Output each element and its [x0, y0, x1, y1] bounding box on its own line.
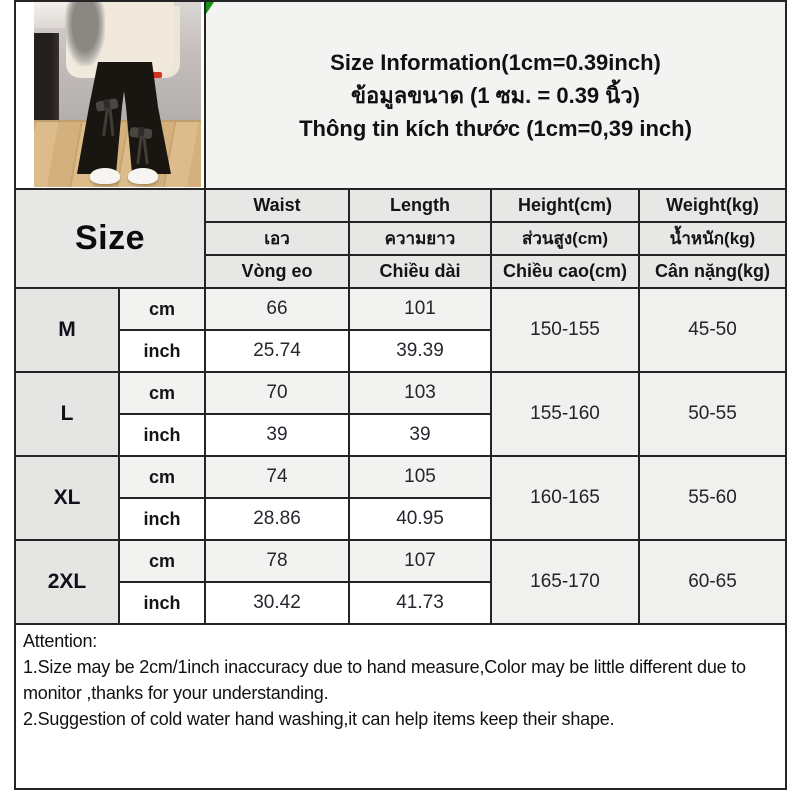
- col-header-length-vi: Chiều dài: [350, 256, 490, 287]
- l-weight-range: 50-55: [640, 373, 785, 455]
- size-chart-sheet: [14, 0, 787, 790]
- col-header-weight-en: Weight(kg): [640, 190, 785, 221]
- col-header-waist-th: เอว: [206, 223, 348, 254]
- col-header-weight-vi: Cân nặng(kg): [640, 256, 785, 287]
- 2xl-length-inch: 41.73: [350, 583, 490, 623]
- title-th: ข้อมูลขนาด (1 ซม. = 0.39 นิ้ว): [350, 82, 640, 108]
- l-length-cm: 103: [350, 373, 490, 413]
- m-waist-inch: 25.74: [206, 331, 348, 371]
- col-header-height-th: ส่วนสูง(cm): [492, 223, 638, 254]
- xl-length-cm: 105: [350, 457, 490, 497]
- attention-line-2: 2.Suggestion of cold water hand washing,it can help items keep their shape.: [23, 709, 615, 729]
- xl-length-inch: 40.95: [350, 499, 490, 539]
- m-weight-range: 45-50: [640, 289, 785, 371]
- white-shoe: [90, 168, 120, 184]
- unit-cm-label: cm: [120, 541, 204, 581]
- xl-height-range: 160-165: [492, 457, 638, 539]
- 2xl-weight-range: 60-65: [640, 541, 785, 623]
- m-length-cm: 101: [350, 289, 490, 329]
- 2xl-length-cm: 107: [350, 541, 490, 581]
- unit-inch-label: inch: [120, 499, 204, 539]
- col-header-height-vi: Chiều cao(cm): [492, 256, 638, 287]
- m-length-inch: 39.39: [350, 331, 490, 371]
- unit-inch-label: inch: [120, 583, 204, 623]
- 2xl-waist-cm: 78: [206, 541, 348, 581]
- col-header-length-en: Length: [350, 190, 490, 221]
- col-header-waist-en: Waist: [206, 190, 348, 221]
- title-vi: Thông tin kích thước (1cm=0,39 inch): [299, 115, 692, 141]
- product-photo: [34, 2, 201, 187]
- size-row-label-l: L: [16, 373, 118, 455]
- l-height-range: 155-160: [492, 373, 638, 455]
- col-header-waist-vi: Vòng eo: [206, 256, 348, 287]
- col-header-height-en: Height(cm): [492, 190, 638, 221]
- l-length-inch: 39: [350, 415, 490, 455]
- m-height-range: 150-155: [492, 289, 638, 371]
- unit-inch-label: inch: [120, 415, 204, 455]
- col-header-length-th: ความยาว: [350, 223, 490, 254]
- white-shoe: [128, 168, 158, 184]
- col-header-weight-th: น้ำหนัก(kg): [640, 223, 785, 254]
- blouse-graphic-print: [65, 2, 105, 66]
- attention-line-1: 1.Size may be 2cm/1inch inaccuracy due to hand measure,Color may be little different due to monitor ,thanks for your understanding.: [23, 657, 746, 703]
- size-row-label-2xl: 2XL: [16, 541, 118, 623]
- size-row-label-xl: XL: [16, 457, 118, 539]
- m-waist-cm: 66: [206, 289, 348, 329]
- xl-waist-cm: 74: [206, 457, 348, 497]
- title-en: Size Information(1cm=0.39inch): [330, 49, 661, 75]
- title-cell: [206, 2, 785, 188]
- 2xl-waist-inch: 30.42: [206, 583, 348, 623]
- unit-cm-label: cm: [120, 289, 204, 329]
- xl-weight-range: 55-60: [640, 457, 785, 539]
- unit-cm-label: cm: [120, 373, 204, 413]
- product-photo-cell: [16, 2, 204, 188]
- l-waist-inch: 39: [206, 415, 348, 455]
- attention-section: [16, 625, 785, 788]
- size-row-label-m: M: [16, 289, 118, 371]
- size-header: Size: [16, 190, 204, 287]
- l-waist-cm: 70: [206, 373, 348, 413]
- 2xl-height-range: 165-170: [492, 541, 638, 623]
- attention-heading: Attention:: [23, 631, 98, 651]
- unit-inch-label: inch: [120, 331, 204, 371]
- xl-waist-inch: 28.86: [206, 499, 348, 539]
- unit-cm-label: cm: [120, 457, 204, 497]
